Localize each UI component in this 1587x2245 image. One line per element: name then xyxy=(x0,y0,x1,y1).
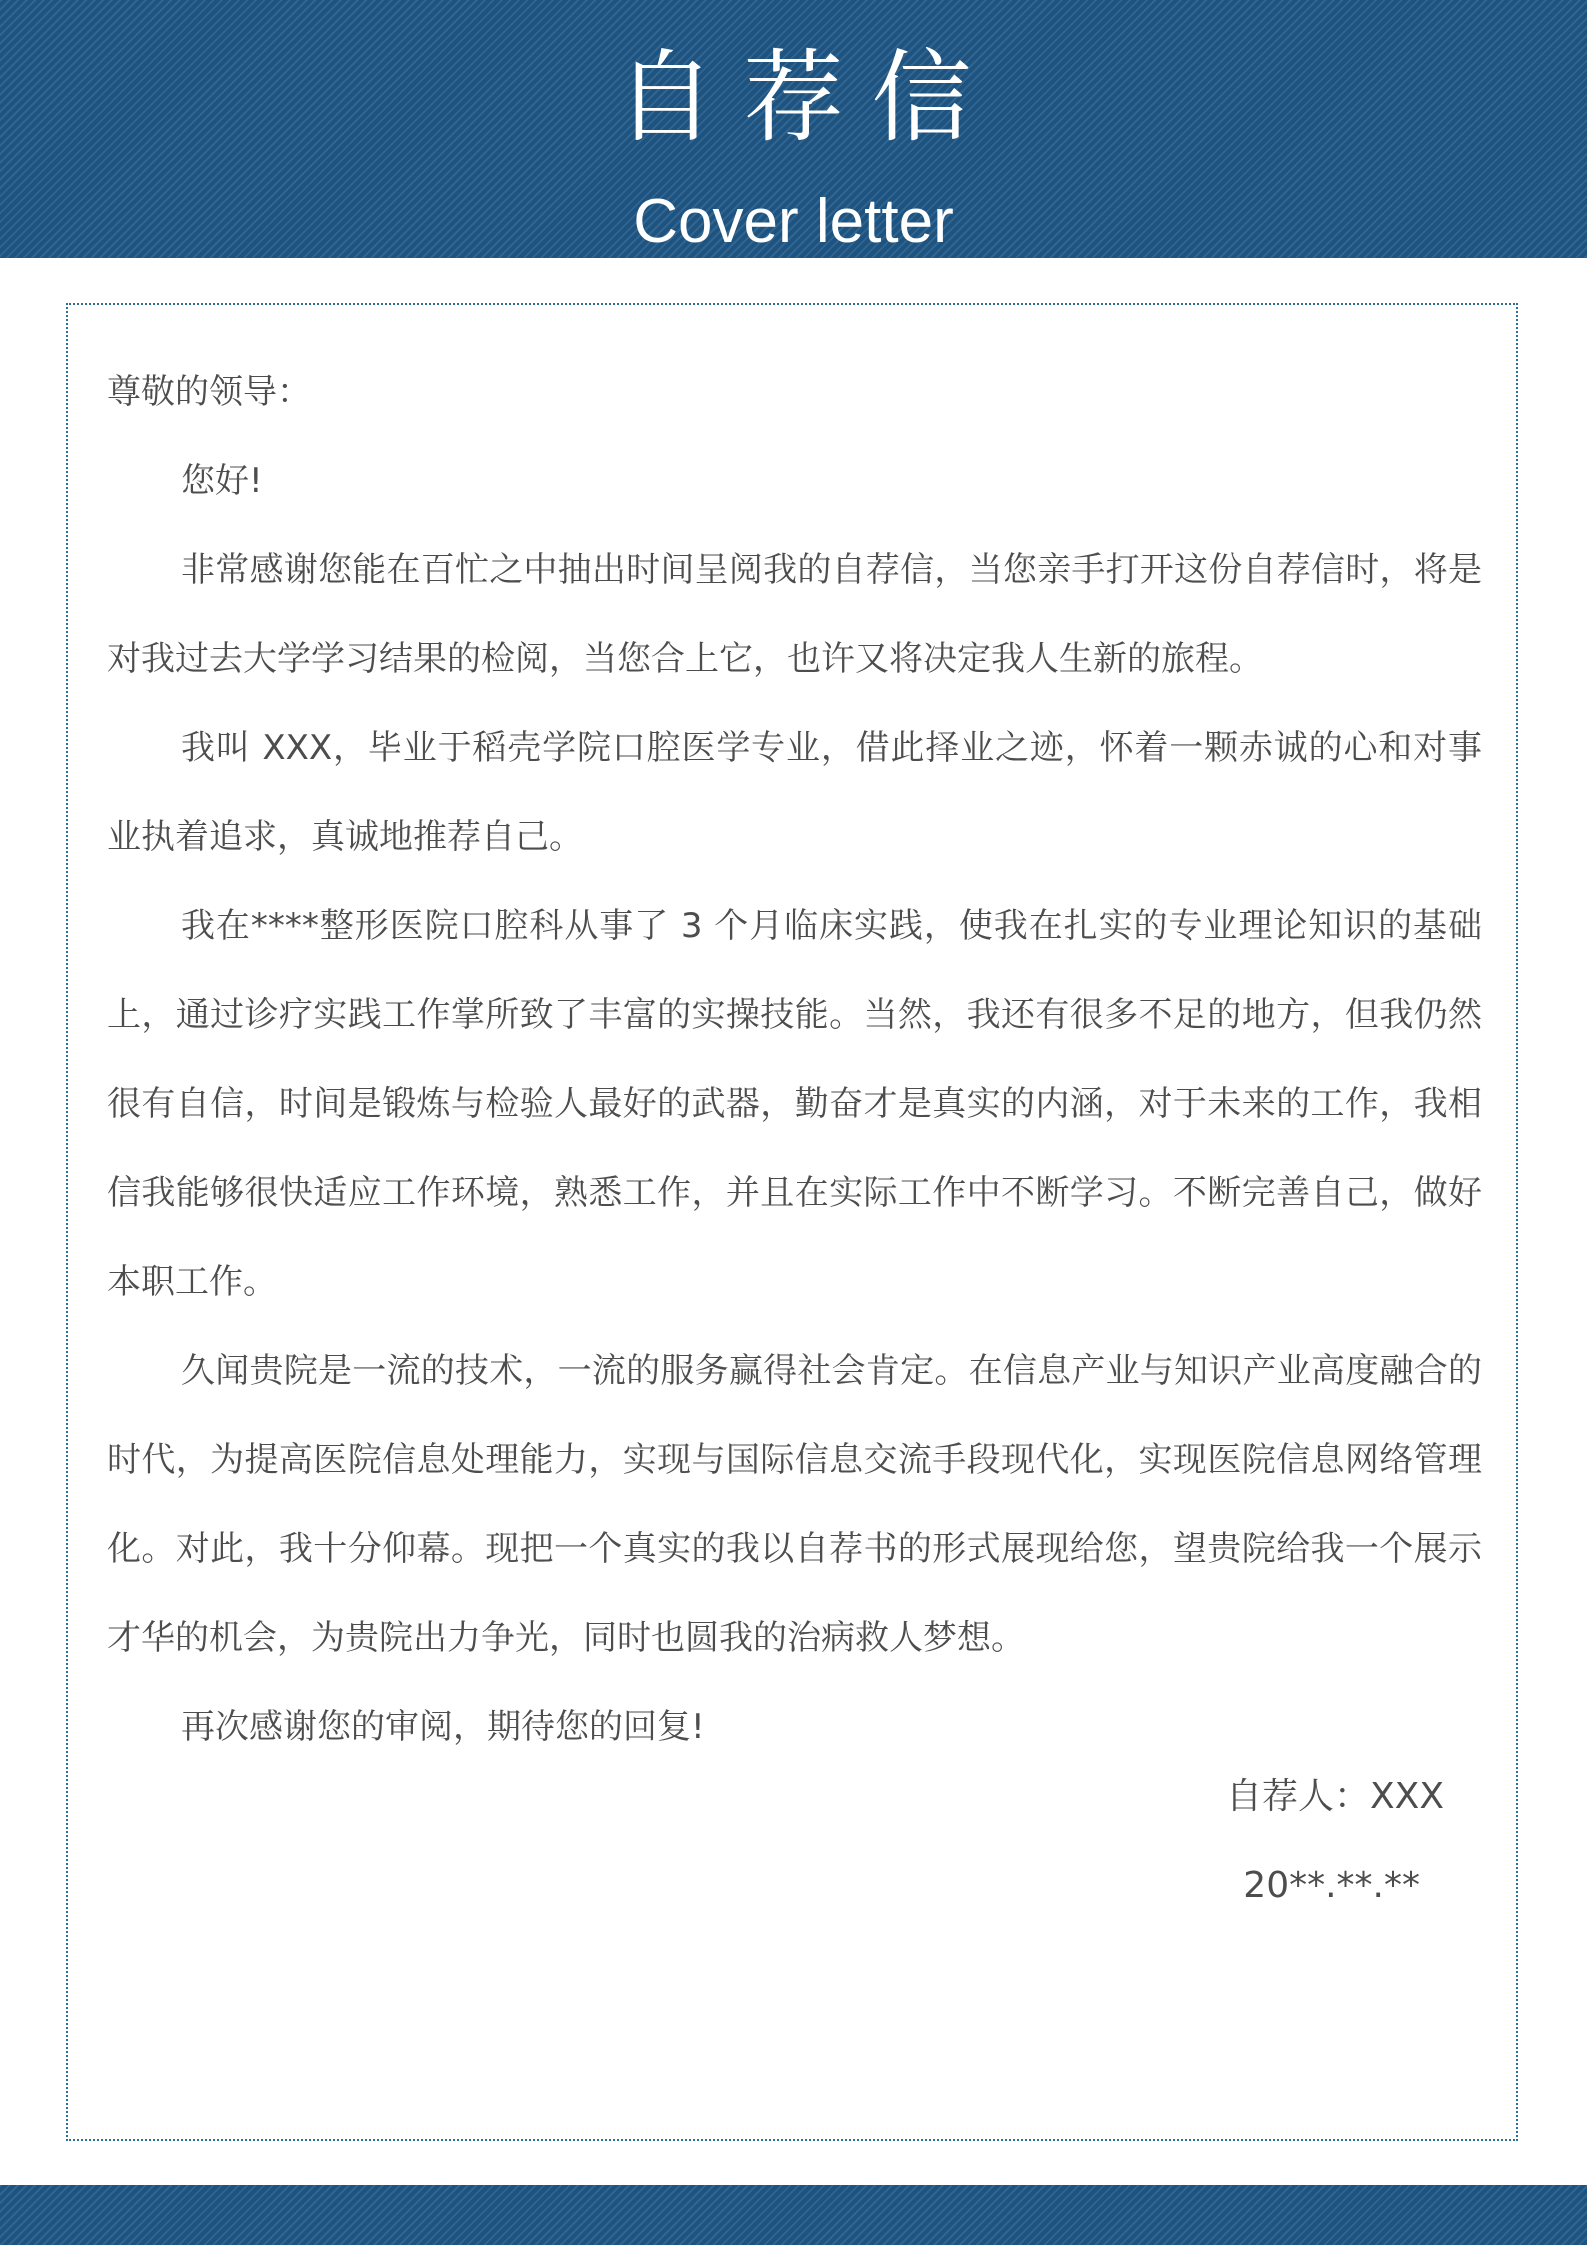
letter-paragraph: 我叫 XXX，毕业于稻壳学院口腔医学专业，借此择业之迹，怀着一颗赤诚的心和对事业执着追求，真诚地推荐自己。 xyxy=(107,728,1482,857)
letter-salutation: 尊敬的领导： xyxy=(107,372,311,412)
letter-date: 20**.**.** xyxy=(1243,1865,1420,1906)
letter-closing: 再次感谢您的审阅，期待您的回复! xyxy=(181,1707,705,1747)
letter-paragraph: 非常感谢您能在百忙之中抽出时间呈阅我的自荐信，当您亲手打开这份自荐信时，将是对我过去大学学习结果的检阅，当您合上它，也许又将决定我人生新的旅程。 xyxy=(107,550,1482,679)
letter-signature: 自荐人：XXX xyxy=(1226,1776,1444,1817)
letter-body xyxy=(107,348,1482,1772)
letter-greeting: 您好! xyxy=(181,461,263,501)
page-subtitle: Cover letter xyxy=(633,187,954,256)
footer-banner xyxy=(0,2185,1587,2245)
letter-paragraph: 我在****整形医院口腔科从事了 3 个月临床实践，使我在扎实的专业理论知识的基础上，通过诊疗实践工作掌所致了丰富的实操技能。当然，我还有很多不足的地方，但我仍然很有自信，时间是锻炼与检验人最好的武器，勤奋才是真实的内涵，对于未来的工作，我相信我能够很快适应工作环境，熟悉工作，并且在实际工作中不断学习。不断完善自己，做好本职工作。 xyxy=(107,906,1482,1302)
letter-paragraph: 久闻贵院是一流的技术，一流的服务赢得社会肯定。在信息产业与知识产业高度融合的时代，为提高医院信息处理能力，实现与国际信息交流手段现代化，实现医院信息网络管理化。对此，我十分仰幕。现把一个真实的我以自荐书的形式展现给您，望贵院给我一个展示才华的机会，为贵院出力争光，同时也圆我的治病救人梦想。 xyxy=(107,1351,1482,1658)
page-title: 自荐信 xyxy=(615,39,1000,156)
